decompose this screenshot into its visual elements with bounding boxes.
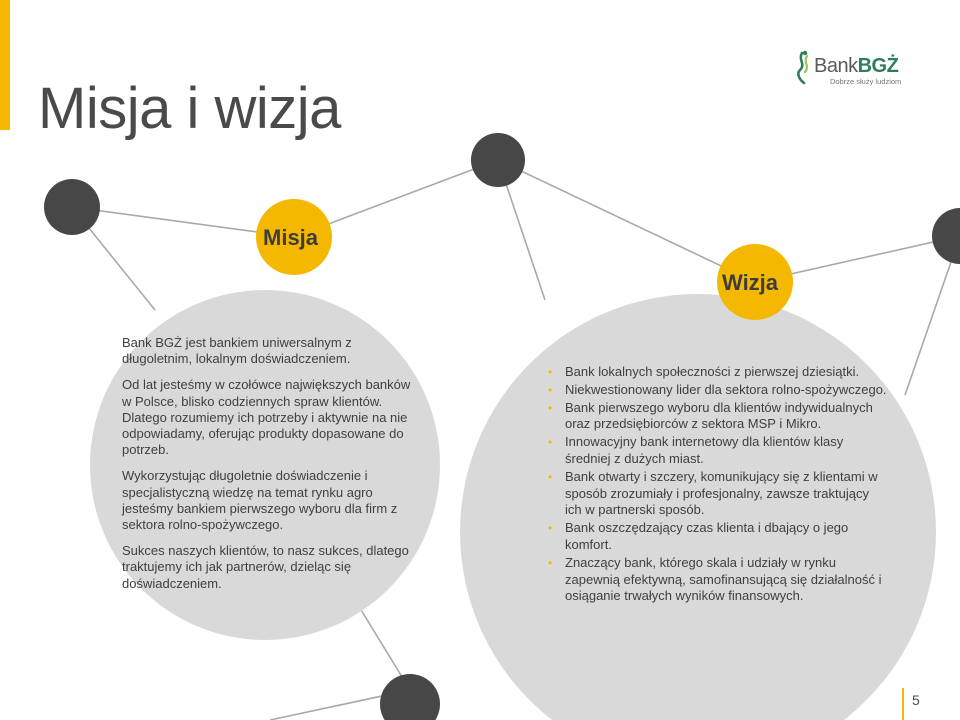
network-node-dark bbox=[471, 133, 525, 187]
wizja-list-item: • Niekwestionowany lider dla sektora rolno-spożywczego. bbox=[548, 382, 888, 399]
logo-wordmark: BankBGŻ bbox=[814, 55, 899, 77]
bank-logo bbox=[792, 50, 912, 90]
wizja-list-item: • Bank pierwszego wyboru dla klientów indywidualnych oraz przedsiębiorców z sektora MSP i Mikro. bbox=[548, 400, 888, 434]
wizja-list-item: • Bank oszczędzający czas klienta i dbający o jego komfort. bbox=[548, 520, 888, 554]
page-number: 5 bbox=[912, 692, 920, 708]
logo-tagline: Dobrze służy ludziom bbox=[830, 77, 902, 86]
wizja-label: Wizja bbox=[722, 270, 779, 295]
misja-paragraph: Od lat jesteśmy w czołówce największych banków w Polsce, blisko codziennych spraw klientów. Dlatego rozumiemy ich potrzeby i aktywnie na nie odpowiadamy, oferując produkty dopasowane do potrzeb. bbox=[122, 377, 411, 458]
logo-mark-icon bbox=[792, 50, 814, 86]
wizja-list-item: • Bank otwarty i szczery, komunikujący się z klientami w sposób zrozumiały i profesjonalny, zawsze traktujący ich w partnerski sposób. bbox=[548, 469, 888, 519]
network-node-dark bbox=[44, 179, 100, 235]
misja-paragraph: Bank BGŻ jest bankiem uniwersalnym z długoletnim, lokalnym doświadczeniem. bbox=[122, 335, 352, 367]
accent-bar bbox=[0, 0, 10, 130]
wizja-list-item: • Bank lokalnych społeczności z pierwszej dziesiątki. bbox=[548, 364, 888, 381]
wizja-list-item: • Znaczący bank, którego skala i udziały w rynku zapewnią efektywną, samofinansującą się działalność i osiąganie trwałych wyników finansowych. bbox=[548, 555, 888, 605]
misja-label: Misja bbox=[263, 225, 319, 250]
misja-paragraph: Wykorzystując długoletnie doświadczenie i specjalistyczną wiedzę na temat rynku agro jesteśmy bankiem pierwszego wyboru dla firm z sektora rolno-spożywczego. bbox=[122, 468, 398, 533]
network-node-dark bbox=[380, 674, 440, 720]
wizja-list bbox=[548, 364, 888, 606]
wizja-list-item: • Innowacyjny bank internetowy dla klientów klasy średniej z dużych miast. bbox=[548, 434, 888, 468]
slide-title: Misja i wizja bbox=[38, 76, 341, 141]
misja-paragraph: Sukces naszych klientów, to nasz sukces, dlatego traktujemy ich jak partnerów, dzieląc się doświadczeniem. bbox=[122, 543, 409, 591]
page-number-divider bbox=[902, 688, 904, 720]
misja-text bbox=[122, 335, 422, 602]
network-node-dark bbox=[932, 208, 960, 264]
